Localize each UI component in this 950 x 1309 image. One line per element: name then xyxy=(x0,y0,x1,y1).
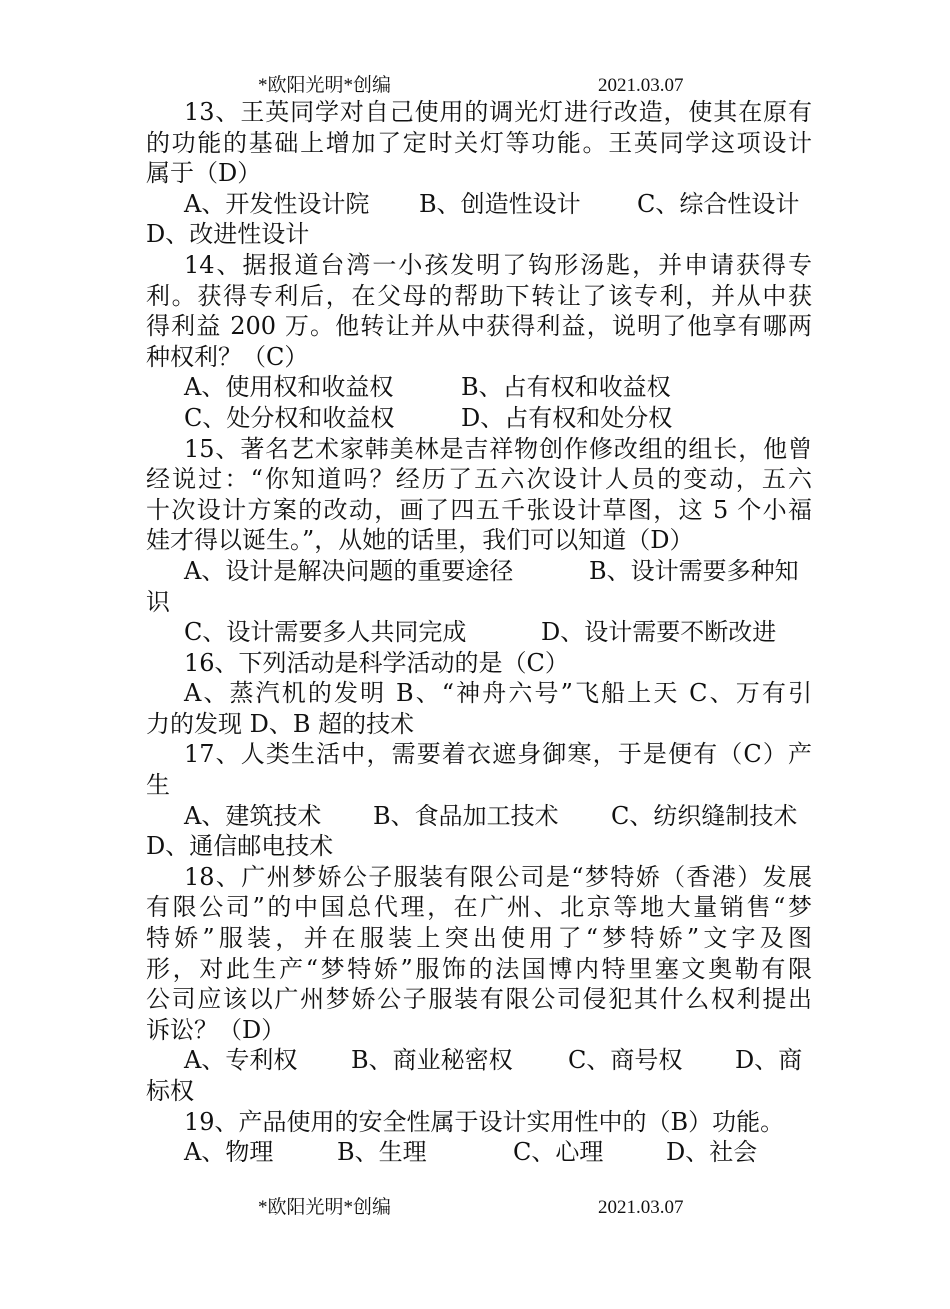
option-d: D、商 xyxy=(735,1046,803,1075)
text-line: 16、下列活动是科学活动的是（C） xyxy=(184,648,569,677)
text-line: 娃才得以诞生。”，从她的话里，我们可以知道（D） xyxy=(146,526,694,555)
text-line: 14、据报道台湾一小孩发明了钩形汤匙，并申请获得专 xyxy=(184,250,812,279)
text-line: 形，对此生产“梦特娇”服饰的法国博内特里塞文奥勒有限 xyxy=(146,954,812,983)
text-line: 有限公司”的中国总代理，在广州、北京等地大量销售“梦 xyxy=(146,893,812,922)
option-b: B、生理 xyxy=(337,1138,427,1167)
option-b: B、商业秘密权 xyxy=(351,1046,513,1075)
text-line: 十次设计方案的改动，画了四五千张设计草图，这 5 个小福 xyxy=(146,495,812,524)
option-a: A、物理 xyxy=(184,1138,274,1167)
option-d: D、通信邮电技术 xyxy=(146,832,334,861)
option-c: C、综合性设计 xyxy=(637,189,800,218)
text-line: 利。获得专利后，在父母的帮助下转让了该专利，并从中获 xyxy=(146,281,812,310)
header-date: 2021.03.07 xyxy=(598,75,684,96)
option-a: A、开发性设计院 xyxy=(184,189,370,218)
option-c: C、处分权和收益权 xyxy=(184,403,395,432)
text-line: 种权利？（C） xyxy=(146,342,309,371)
option-line xyxy=(146,801,812,832)
option-line xyxy=(146,556,812,587)
option-d: D、占有权和处分权 xyxy=(461,403,673,432)
text-line: 17、人类生活中，需要着衣遮身御寒，于是便有（C）产 xyxy=(184,740,812,769)
option-line xyxy=(146,403,812,434)
option-d: D、社会 xyxy=(666,1138,758,1167)
text-line: 属于（D） xyxy=(146,159,262,188)
option-line: A、蒸汽机的发明 B、“神舟六号”飞船上天 C、万有引 xyxy=(184,679,812,708)
option-a: A、专利权 xyxy=(184,1046,298,1075)
option-a: A、使用权和收益权 xyxy=(184,373,394,402)
question-list xyxy=(146,97,812,1168)
option-line xyxy=(146,1137,812,1168)
footer-author: *欧阳光明*创编 xyxy=(258,1197,392,1218)
option-line xyxy=(146,1045,812,1076)
option-line xyxy=(146,189,812,220)
option-b: B、设计需要多种知 xyxy=(589,556,799,585)
option-c: C、纺织缝制技术 xyxy=(611,801,798,830)
option-b: B、食品加工技术 xyxy=(373,801,559,830)
text-line: 标权 xyxy=(146,1077,194,1105)
option-c: C、设计需要多人共同完成 xyxy=(184,618,467,647)
option-line xyxy=(146,372,812,403)
option-b: B、占有权和收益权 xyxy=(461,373,671,402)
page-footer xyxy=(0,1196,950,1220)
option-b: B、创造性设计 xyxy=(419,189,581,218)
option-c: C、心理 xyxy=(513,1138,604,1167)
option-a: A、设计是解决问题的重要途径 xyxy=(184,556,514,585)
option-d: D、设计需要不断改进 xyxy=(541,618,777,647)
text-line: 15、著名艺术家韩美林是吉祥物创作修改组的组长，他曾 xyxy=(184,434,812,463)
page-header xyxy=(0,74,950,98)
text-line: 识 xyxy=(146,587,170,616)
text-line: 公司应该以广州梦娇公子服装有限公司侵犯其什么权利提出 xyxy=(146,985,812,1014)
text-line: 19、产品使用的安全性属于设计实用性中的（B）功能。 xyxy=(184,1107,785,1136)
text-line: 得利益 200 万。他转让并从中获得利益，说明了他享有哪两 xyxy=(146,312,812,341)
text-line: 18、广州梦娇公子服装有限公司是“梦特娇（香港）发展 xyxy=(184,862,812,891)
text-line: 生 xyxy=(146,771,170,800)
text-line: 力的发现 D、B 超的技术 xyxy=(146,709,415,738)
text-line: 13、王英同学对自己使用的调光灯进行改造，使其在原有 xyxy=(184,98,812,126)
text-line: 诉讼？（D） xyxy=(146,1015,286,1044)
option-a: A、建筑技术 xyxy=(184,801,322,830)
option-c: C、商号权 xyxy=(568,1046,683,1075)
option-line xyxy=(146,617,812,648)
text-line: 特娇”服装，并在服装上突出使用了“梦特娇”文字及图 xyxy=(146,924,812,953)
option-d: D、改进性设计 xyxy=(146,220,310,249)
header-author: *欧阳光明*创编 xyxy=(258,75,392,96)
footer-date: 2021.03.07 xyxy=(598,1197,684,1218)
text-line: 经说过：“你知道吗？经历了五六次设计人员的变动，五六 xyxy=(146,465,812,494)
text-line: 的功能的基础上增加了定时关灯等功能。王英同学这项设计 xyxy=(146,128,812,157)
